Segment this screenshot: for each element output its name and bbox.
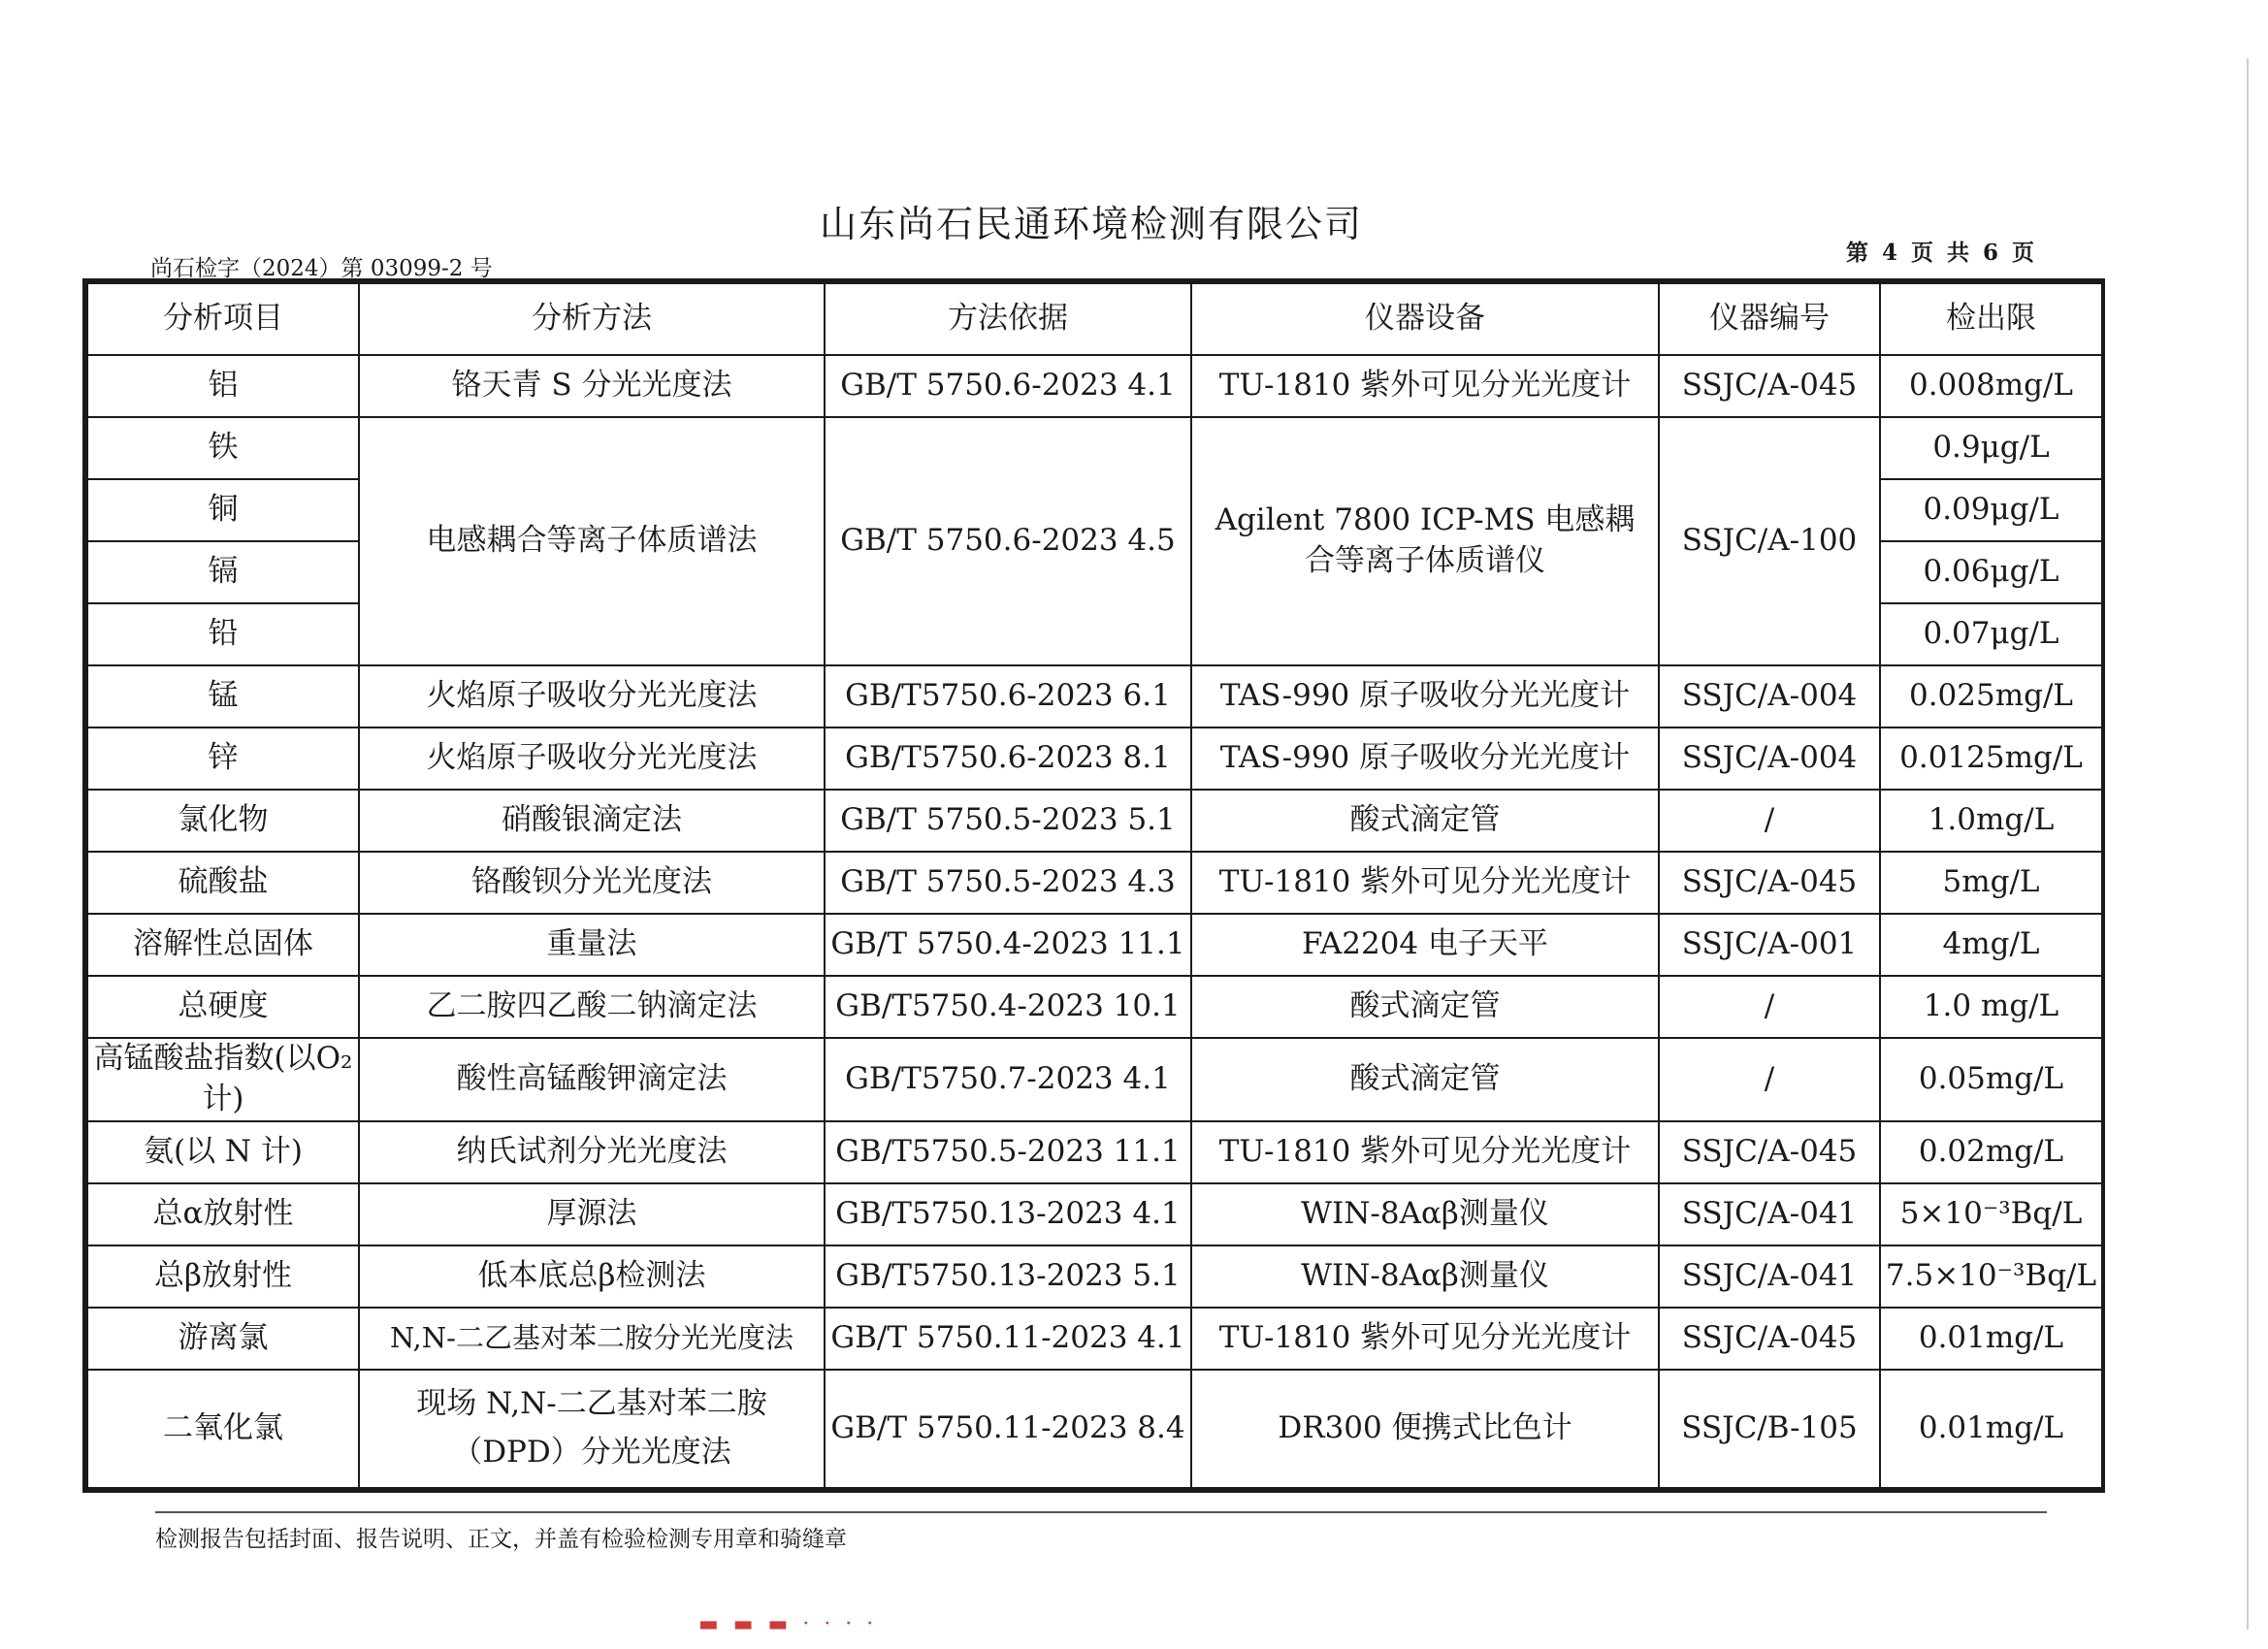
cell-instrument-no: SSJC/A-045 [1659,1308,1880,1370]
cell-instrument-no: SSJC/A-045 [1659,355,1880,417]
cell-method: 重量法 [359,914,825,976]
cell-limit: 0.9μg/L [1880,417,2102,479]
cell-method: 乙二胺四乙酸二钠滴定法 [359,976,825,1038]
cell-limit: 1.0 mg/L [1880,976,2102,1038]
cell-item: 硫酸盐 [87,852,359,914]
cell-basis: GB/T5750.7-2023 4.1 [825,1038,1191,1121]
cell-basis: GB/T 5750.6-2023 4.1 [825,355,1191,417]
report-number: 尚石检字（2024）第 03099-2 号 [150,256,493,281]
cell-limit: 0.09μg/L [1880,479,2102,541]
page-indicator: 第 4 页 共 6 页 [1845,240,2037,266]
cell-basis: GB/T 5750.4-2023 11.1 [825,914,1191,976]
table-row [87,1038,2102,1121]
cell-method: 酸性高锰酸钾滴定法 [359,1038,825,1121]
cell-instrument: TAS-990 原子吸收分光光度计 [1191,728,1659,790]
cell-instrument-no: SSJC/A-004 [1659,665,1880,728]
cell-item: 铜 [87,479,359,541]
table-row [87,790,2102,852]
cell-instrument: 酸式滴定管 [1191,976,1659,1038]
table-row [87,355,2102,417]
cell-instrument: 酸式滴定管 [1191,790,1659,852]
cell-limit: 5×10⁻³Bq/L [1880,1183,2102,1245]
cell-basis: GB/T5750.13-2023 5.1 [825,1245,1191,1308]
table-row [87,665,2102,728]
cell-limit: 0.01mg/L [1880,1308,2102,1370]
scan-edge [2247,58,2249,1630]
cell-limit: 0.02mg/L [1880,1121,2102,1183]
table-row [87,1245,2102,1308]
cell-item: 镉 [87,541,359,603]
cell-method: 纳氏试剂分光光度法 [359,1121,825,1183]
table-row [87,852,2102,914]
footer-note: 检测报告包括封面、报告说明、正文，并盖有检验检测专用章和骑缝章 [155,1527,847,1552]
cell-instrument-no: SSJC/B-105 [1659,1370,1880,1488]
cell-instrument-no: / [1659,976,1880,1038]
cell-instrument: WIN-8Aαβ测量仪 [1191,1245,1659,1308]
cell-instrument-no: SSJC/A-045 [1659,1121,1880,1183]
cell-item: 锌 [87,728,359,790]
cell-method: 现场 N,N-二乙基对苯二胺（DPD）分光光度法 [359,1370,825,1488]
cell-basis: GB/T 5750.5-2023 4.3 [825,852,1191,914]
cell-instrument: TU-1810 紫外可见分光光度计 [1191,355,1659,417]
cell-item: 氯化物 [87,790,359,852]
table-row [87,1183,2102,1245]
cell-basis: GB/T5750.6-2023 6.1 [825,665,1191,728]
footer-divider [155,1511,2047,1513]
table-header-row [87,283,2102,355]
cell-item: 溶解性总固体 [87,914,359,976]
col-header-instrument: 仪器设备 [1191,283,1659,355]
cell-instrument-no: SSJC/A-041 [1659,1245,1880,1308]
cell-limit: 0.01mg/L [1880,1370,2102,1488]
cell-method: 铬酸钡分光光度法 [359,852,825,914]
cell-method: 低本底总β检测法 [359,1245,825,1308]
cell-instrument: 酸式滴定管 [1191,1038,1659,1121]
cell-limit: 1.0mg/L [1880,790,2102,852]
cell-instrument: WIN-8Aαβ测量仪 [1191,1183,1659,1245]
company-title: 山东尚石民通环境检测有限公司 [819,203,1363,245]
cell-item: 锰 [87,665,359,728]
cell-limit: 5mg/L [1880,852,2102,914]
cell-instrument: DR300 便携式比色计 [1191,1370,1659,1488]
cell-method: N,N-二乙基对苯二胺分光光度法 [359,1308,825,1370]
cell-item: 铅 [87,603,359,665]
col-header-instrument-no: 仪器编号 [1659,283,1880,355]
cell-instrument: FA2204 电子天平 [1191,914,1659,976]
cell-basis: GB/T 5750.6-2023 4.5 [825,417,1191,665]
cell-instrument-no: / [1659,1038,1880,1121]
cell-basis: GB/T 5750.5-2023 5.1 [825,790,1191,852]
col-header-method: 分析方法 [359,283,825,355]
table-row [87,417,2102,479]
cell-basis: GB/T5750.5-2023 11.1 [825,1121,1191,1183]
cell-basis: GB/T 5750.11-2023 4.1 [825,1308,1191,1370]
stamp-fragment: ▬ ▬ ▬ · · · · [698,1612,878,1636]
cell-limit: 0.025mg/L [1880,665,2102,728]
cell-item: 总α放射性 [87,1183,359,1245]
col-header-basis: 方法依据 [825,283,1191,355]
cell-instrument-no: / [1659,790,1880,852]
cell-instrument: TAS-990 原子吸收分光光度计 [1191,665,1659,728]
cell-instrument-no: SSJC/A-041 [1659,1183,1880,1245]
cell-instrument: Agilent 7800 ICP-MS 电感耦合等离子体质谱仪 [1191,417,1659,665]
table-row [87,976,2102,1038]
col-header-limit: 检出限 [1880,283,2102,355]
cell-limit: 0.07μg/L [1880,603,2102,665]
cell-item: 总硬度 [87,976,359,1038]
analysis-methods-table [82,278,2105,1493]
cell-instrument: TU-1810 紫外可见分光光度计 [1191,1308,1659,1370]
cell-method: 硝酸银滴定法 [359,790,825,852]
cell-instrument-no: SSJC/A-004 [1659,728,1880,790]
cell-instrument: TU-1810 紫外可见分光光度计 [1191,1121,1659,1183]
cell-method: 电感耦合等离子体质谱法 [359,417,825,665]
cell-limit: 0.05mg/L [1880,1038,2102,1121]
cell-item: 铁 [87,417,359,479]
cell-item: 总β放射性 [87,1245,359,1308]
cell-limit: 0.0125mg/L [1880,728,2102,790]
cell-limit: 7.5×10⁻³Bq/L [1880,1245,2102,1308]
cell-limit: 0.06μg/L [1880,541,2102,603]
table-row [87,728,2102,790]
cell-item: 游离氯 [87,1308,359,1370]
table-row [87,1370,2102,1488]
cell-instrument-no: SSJC/A-100 [1659,417,1880,665]
table-row [87,1121,2102,1183]
cell-item: 铝 [87,355,359,417]
table-row [87,914,2102,976]
table-row [87,1308,2102,1370]
cell-limit: 4mg/L [1880,914,2102,976]
cell-method: 铬天青 S 分光光度法 [359,355,825,417]
cell-method: 火焰原子吸收分光光度法 [359,665,825,728]
cell-instrument-no: SSJC/A-001 [1659,914,1880,976]
cell-instrument: TU-1810 紫外可见分光光度计 [1191,852,1659,914]
cell-method: 火焰原子吸收分光光度法 [359,728,825,790]
cell-basis: GB/T5750.6-2023 8.1 [825,728,1191,790]
cell-instrument-no: SSJC/A-045 [1659,852,1880,914]
cell-basis: GB/T5750.4-2023 10.1 [825,976,1191,1038]
cell-limit: 0.008mg/L [1880,355,2102,417]
cell-item: 高锰酸盐指数(以O₂计) [87,1038,359,1121]
cell-basis: GB/T5750.13-2023 4.1 [825,1183,1191,1245]
cell-basis: GB/T 5750.11-2023 8.4 [825,1370,1191,1488]
cell-item: 氨(以 N 计) [87,1121,359,1183]
cell-method: 厚源法 [359,1183,825,1245]
col-header-item: 分析项目 [87,283,359,355]
cell-item: 二氧化氯 [87,1370,359,1488]
